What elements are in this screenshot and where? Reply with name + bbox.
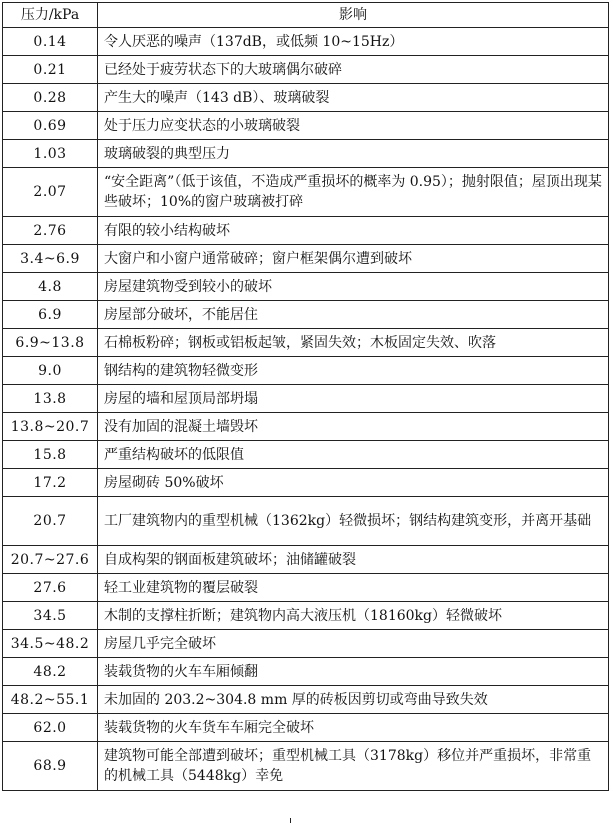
table-row: [3, 413, 609, 441]
pressure-cell: 34.5~48.2: [3, 630, 98, 658]
effect-cell: 工厂建筑物内的重型机械（1362kg）轻微损坏；钢结构建筑变形，并离开基础: [98, 497, 609, 546]
table-row: [3, 28, 609, 56]
overpressure-table-container: [2, 2, 609, 791]
effect-cell: 自成构架的钢面板建筑破坏；油储罐破裂: [98, 546, 609, 574]
pressure-cell: 0.69: [3, 112, 98, 140]
table-row: [3, 658, 609, 686]
pressure-cell: 13.8~20.7: [3, 413, 98, 441]
table-row: [3, 742, 609, 791]
pressure-cell: 48.2~55.1: [3, 686, 98, 714]
effect-cell: 房屋的墙和屋顶局部坍塌: [98, 385, 609, 413]
pressure-cell: 1.03: [3, 140, 98, 168]
table-row: [3, 357, 609, 385]
pressure-cell: 34.5: [3, 602, 98, 630]
effect-cell: 有限的较小结构破坏: [98, 217, 609, 245]
pressure-cell: 3.4~6.9: [3, 245, 98, 273]
table-row: [3, 329, 609, 357]
header-effect: 影响: [98, 3, 609, 28]
table-header-row: [3, 3, 609, 28]
effect-cell: 装载货物的火车货车车厢完全破坏: [98, 714, 609, 742]
effect-cell: 建筑物可能全部遭到破坏；重型机械工具（3178kg）移位并严重损坏，非常重的机械工具（5448kg）幸免: [98, 742, 609, 791]
effect-cell: 房屋建筑物受到较小的破坏: [98, 273, 609, 301]
pressure-cell: 17.2: [3, 469, 98, 497]
effect-cell: 严重结构破坏的低限值: [98, 441, 609, 469]
effect-cell: 没有加固的混凝土墙毁坏: [98, 413, 609, 441]
pressure-cell: 9.0: [3, 357, 98, 385]
pressure-cell: 0.28: [3, 84, 98, 112]
table-row: [3, 84, 609, 112]
pressure-cell: 0.21: [3, 56, 98, 84]
effect-cell: 轻工业建筑物的覆层破裂: [98, 574, 609, 602]
pressure-cell: 20.7~27.6: [3, 546, 98, 574]
header-pressure: 压力/kPa: [3, 3, 98, 28]
effect-cell: 玻璃破裂的典型压力: [98, 140, 609, 168]
table-row: [3, 112, 609, 140]
pressure-cell: 20.7: [3, 497, 98, 546]
pressure-cell: 62.0: [3, 714, 98, 742]
effect-cell: “安全距离”（低于该值，不造成严重损坏的概率为 0.95）；抛射限值；屋顶出现某些破坏；10%的窗户玻璃被打碎: [98, 168, 609, 217]
table-row: [3, 546, 609, 574]
table-row: [3, 56, 609, 84]
effect-cell: 产生大的噪声（143 dB）、玻璃破裂: [98, 84, 609, 112]
table-row: [3, 686, 609, 714]
effect-cell: 已经处于疲劳状态下的大玻璃偶尔破碎: [98, 56, 609, 84]
table-row: [3, 630, 609, 658]
overpressure-effects-table: [2, 2, 609, 791]
pressure-cell: 27.6: [3, 574, 98, 602]
table-row: [3, 385, 609, 413]
effect-cell: 房屋部分破坏，不能居住: [98, 301, 609, 329]
pressure-cell: 15.8: [3, 441, 98, 469]
table-row: [3, 273, 609, 301]
table-row: [3, 301, 609, 329]
pressure-cell: 6.9~13.8: [3, 329, 98, 357]
pressure-cell: 48.2: [3, 658, 98, 686]
table-row: [3, 168, 609, 217]
effect-cell: 钢结构的建筑物轻微变形: [98, 357, 609, 385]
effect-cell: 处于压力应变状态的小玻璃破裂: [98, 112, 609, 140]
pressure-cell: 2.07: [3, 168, 98, 217]
pressure-cell: 6.9: [3, 301, 98, 329]
table-row: [3, 602, 609, 630]
pressure-cell: 4.8: [3, 273, 98, 301]
effect-cell: 房屋砌砖 50%破坏: [98, 469, 609, 497]
pressure-cell: 13.8: [3, 385, 98, 413]
effect-cell: 装载货物的火车车厢倾翻: [98, 658, 609, 686]
effect-cell: 未加固的 203.2~304.8 mm 厚的砖板因剪切或弯曲导致失效: [98, 686, 609, 714]
pressure-cell: 68.9: [3, 742, 98, 791]
effect-cell: 大窗户和小窗户通常破碎；窗户框架偶尔遭到破坏: [98, 245, 609, 273]
effect-cell: 石棉板粉碎；钢板或铝板起皱，紧固失效；木板固定失效、吹落: [98, 329, 609, 357]
table-row: [3, 469, 609, 497]
page-break-mark: [290, 818, 291, 823]
table-row: [3, 574, 609, 602]
table-row: [3, 217, 609, 245]
effect-cell: 令人厌恶的噪声（137dB，或低频 10~15Hz）: [98, 28, 609, 56]
effect-cell: 木制的支撑柱折断；建筑物内高大液压机（18160kg）轻微破坏: [98, 602, 609, 630]
pressure-cell: 2.76: [3, 217, 98, 245]
table-row: [3, 441, 609, 469]
table-row: [3, 714, 609, 742]
table-row: [3, 497, 609, 546]
pressure-cell: 0.14: [3, 28, 98, 56]
table-row: [3, 140, 609, 168]
effect-cell: 房屋几乎完全破坏: [98, 630, 609, 658]
table-row: [3, 245, 609, 273]
